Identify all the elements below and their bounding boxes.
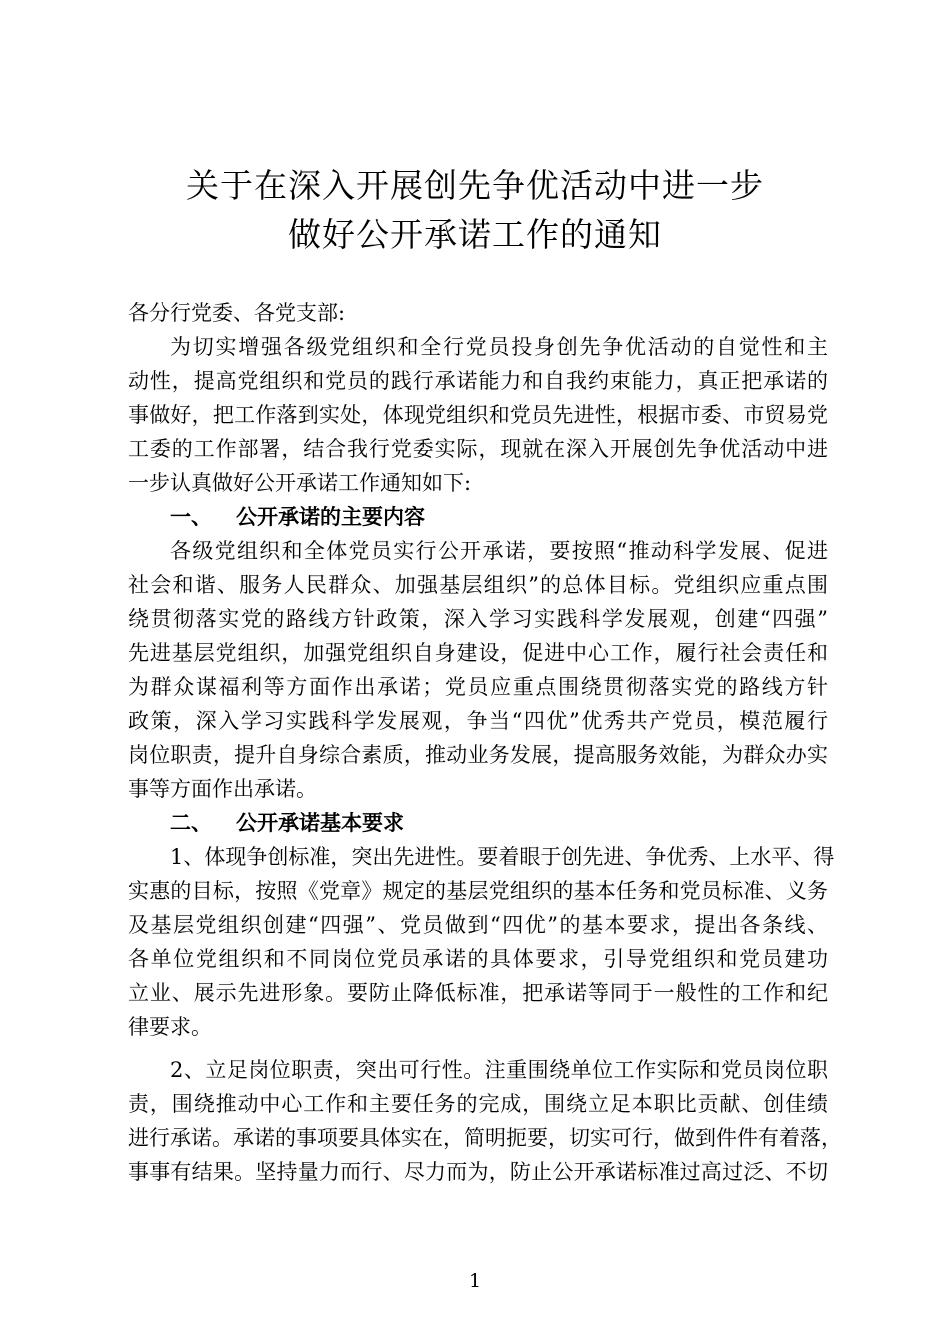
- intro-line: 工委的工作部署，结合我行党委实际，现就在深入开展创先争优活动中进: [128, 437, 828, 461]
- page-number: 1: [468, 1270, 482, 1292]
- section-2-number: 二、: [170, 810, 212, 835]
- section-1-line: 为群众谋福利等方面作出承诺；党员应重点围绕贯彻落实党的路线方针: [128, 675, 828, 699]
- section-2-item-1-line: 立业、展示先进形象。要防止降低标准，把承诺等同于一般性的工作和纪: [128, 981, 828, 1005]
- section-2-item-2-line: 事事有结果。坚持量力而行、尽力而为，防止公开承诺标准过高过泛、不切: [128, 1160, 828, 1184]
- section-1-line: 政策，深入学习实践科学发展观，争当“四优”优秀共产党员，模范履行: [128, 709, 828, 733]
- section-2-item-1-line: 及基层党组织创建“四强”、党员做到“四优”的基本要求，提出各条线、: [128, 913, 828, 937]
- section-2-item-2-line: 责，围绕推动中心工作和主要任务的完成，围绕立足本职比贡献、创佳绩: [128, 1092, 828, 1116]
- section-2-item-1-line: 1、体现争创标准，突出先进性。要着眼于创先进、争优秀、上水平、得: [170, 845, 835, 869]
- section-1-title: 公开承诺的主要内容: [236, 504, 425, 529]
- document-body: [128, 296, 842, 1189]
- section-2-item-1-line: 律要求。: [128, 1015, 212, 1039]
- intro-line: 事做好，把工作落到实处，体现党组织和党员先进性，根据市委、市贸易党: [128, 403, 828, 427]
- section-2-item-2-line: 2、立足岗位职责，突出可行性。注重围绕单位工作实际和党员岗位职: [170, 1058, 828, 1082]
- document-title-line-1: 关于在深入开展创先争优活动中进一步: [186, 166, 764, 205]
- section-2-item-1-line: 各单位党组织和不同岗位党员承诺的具体要求，引导党组织和党员建功: [128, 947, 828, 971]
- intro-line: 动性，提高党组织和党员的践行承诺能力和自我约束能力，真正把承诺的: [128, 369, 828, 393]
- section-1-line: 先进基层党组织，加强党组织自身建设，促进中心工作，履行社会责任和: [128, 641, 828, 665]
- section-1-line: 事等方面作出承诺。: [128, 777, 317, 801]
- section-1-line: 各级党组织和全体党员实行公开承诺，要按照“推动科学发展、促进: [170, 539, 828, 563]
- section-1-heading: [128, 500, 828, 534]
- paragraph-spacer: [128, 1044, 828, 1053]
- intro-line: 为切实增强各级党组织和全行党员投身创先争优活动的自觉性和主: [170, 335, 828, 359]
- document-title-line-2: 做好公开承诺工作的通知: [288, 215, 662, 254]
- section-1-line: 绕贯彻落实党的路线方针政策，深入学习实践科学发展观，创建“四强”: [128, 607, 828, 631]
- section-2-heading: [128, 806, 828, 840]
- intro-line: 一步认真做好公开承诺工作通知如下:: [128, 471, 472, 495]
- salutation: 各分行党委、各党支部:: [128, 301, 346, 325]
- section-1-line: 岗位职责，提升自身综合素质，推动业务发展，提高服务效能，为群众办实: [128, 743, 828, 767]
- section-1-number: 一、: [170, 504, 212, 529]
- section-2-title: 公开承诺基本要求: [236, 810, 404, 835]
- section-1-line: 社会和谐、服务人民群众、加强基层组织”的总体目标。党组织应重点围: [128, 573, 828, 597]
- section-2-item-1-line: 实惠的目标，按照《党章》规定的基层党组织的基本任务和党员标准、义务: [128, 879, 828, 903]
- section-2-item-2-line: 进行承诺。承诺的事项要具体实在，简明扼要，切实可行，做到件件有着落，: [128, 1126, 842, 1150]
